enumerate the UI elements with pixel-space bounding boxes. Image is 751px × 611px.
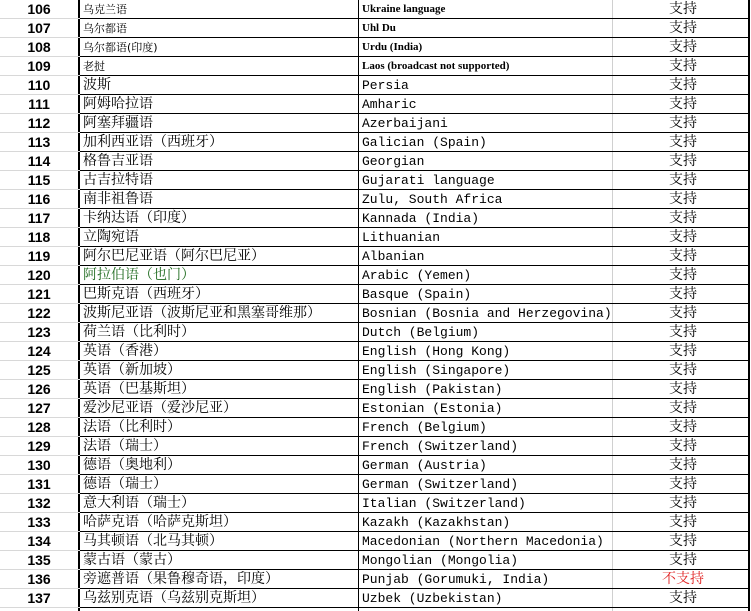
english-name-cell[interactable]: Mongolian (Mongolia) [362, 553, 519, 568]
english-name-cell[interactable]: English (Singapore) [362, 363, 511, 378]
row-number-cell[interactable]: 118 [27, 229, 51, 245]
chinese-name-cell[interactable]: 蒙古语（蒙古） [83, 552, 181, 568]
support-status-cell[interactable]: 支持 [669, 134, 697, 150]
row-number-cell[interactable]: 109 [27, 58, 51, 74]
table-row[interactable] [0, 437, 751, 456]
support-status-cell[interactable]: 支持 [669, 419, 697, 435]
row-number-cell[interactable]: 116 [27, 191, 51, 207]
row-number-cell[interactable]: 119 [27, 248, 51, 264]
table-row[interactable] [0, 114, 751, 133]
support-status-cell[interactable]: 支持 [669, 533, 697, 549]
table-row[interactable] [0, 532, 751, 551]
row-number-cell[interactable]: 134 [27, 533, 51, 549]
row-number-cell[interactable]: 112 [27, 115, 51, 131]
support-status-cell[interactable]: 支持 [669, 343, 697, 359]
row-number-cell[interactable]: 107 [27, 20, 51, 36]
support-status-cell[interactable]: 支持 [669, 362, 697, 378]
chinese-name-cell[interactable]: 阿塞拜疆语 [83, 115, 153, 131]
row-number-cell[interactable]: 115 [27, 172, 51, 188]
table-row[interactable] [0, 209, 751, 228]
table-row[interactable] [0, 380, 751, 399]
chinese-name-cell[interactable]: 乌克兰语 [83, 3, 127, 16]
table-row[interactable] [0, 323, 751, 342]
english-name-cell[interactable]: Zulu, South Africa [362, 192, 503, 207]
chinese-name-cell[interactable]: 老挝 [83, 60, 105, 73]
row-number-cell[interactable]: 108 [27, 39, 51, 55]
chinese-name-cell[interactable]: 阿尔巴尼亚语（阿尔巴尼亚） [83, 248, 265, 264]
table-row[interactable] [0, 418, 751, 437]
support-status-cell[interactable]: 支持 [669, 210, 697, 226]
chinese-name-cell[interactable]: 英语（巴基斯坦） [83, 381, 195, 397]
support-status-cell[interactable]: 支持 [669, 20, 697, 36]
english-name-cell[interactable]: French (Belgium) [362, 420, 487, 435]
english-name-cell[interactable]: Lithuanian [362, 230, 441, 245]
chinese-name-cell[interactable]: 马其顿语（北马其顿） [83, 533, 223, 549]
row-number-cell[interactable]: 117 [27, 210, 51, 226]
row-number-cell[interactable]: 131 [27, 476, 51, 492]
support-status-cell[interactable]: 支持 [669, 191, 697, 207]
chinese-name-cell[interactable]: 德语（瑞士） [83, 476, 167, 492]
chinese-name-cell[interactable]: 爱沙尼亚语（爱沙尼亚） [83, 400, 237, 416]
chinese-name-cell[interactable]: 格鲁吉亚语 [83, 153, 153, 169]
chinese-name-cell[interactable]: 阿拉伯语（也门） [83, 267, 195, 283]
support-status-cell[interactable]: 支持 [669, 552, 697, 568]
row-number-cell[interactable]: 130 [27, 457, 51, 473]
support-status-cell[interactable]: 支持 [669, 267, 697, 283]
row-number-cell[interactable]: 113 [27, 134, 51, 150]
row-number-cell[interactable]: 135 [27, 552, 51, 568]
support-status-cell[interactable]: 支持 [669, 457, 697, 473]
chinese-name-cell[interactable]: 旁遮普语（果鲁穆奇语，印度） [83, 571, 279, 587]
row-number-cell[interactable]: 106 [27, 1, 51, 17]
table-row[interactable] [0, 285, 751, 304]
english-name-cell[interactable]: German (Austria) [362, 458, 487, 473]
english-name-cell[interactable]: Georgian [362, 154, 425, 169]
english-name-cell[interactable]: Arabic (Yemen) [362, 268, 472, 283]
row-number-cell[interactable]: 121 [27, 286, 51, 302]
table-row[interactable] [0, 228, 751, 247]
chinese-name-cell[interactable]: 英语（新加坡） [83, 362, 181, 378]
support-status-cell[interactable]: 支持 [669, 39, 697, 55]
table-row[interactable] [0, 152, 751, 171]
table-row[interactable] [0, 456, 751, 475]
row-number-cell[interactable]: 125 [27, 362, 51, 378]
support-status-cell[interactable]: 支持 [669, 58, 697, 74]
row-number-cell[interactable]: 129 [27, 438, 51, 454]
chinese-name-cell[interactable]: 德语（奥地利） [83, 457, 181, 473]
row-border [80, 607, 748, 608]
english-name-cell[interactable]: Italian (Switzerland) [362, 496, 526, 511]
english-name-cell[interactable]: English (Pakistan) [362, 382, 503, 397]
english-name-cell[interactable]: Laos (broadcast not supported) [362, 60, 510, 72]
english-name-cell[interactable]: Persia [362, 78, 409, 93]
english-name-cell[interactable]: French (Switzerland) [362, 439, 519, 454]
row-number-cell[interactable]: 114 [27, 153, 51, 169]
table-row[interactable] [0, 570, 751, 589]
table-row[interactable] [0, 38, 751, 57]
chinese-name-cell[interactable]: 乌兹别克语（乌兹别克斯坦） [83, 590, 265, 606]
table-row[interactable] [0, 76, 751, 95]
chinese-name-cell[interactable]: 乌尔都语(印度) [83, 41, 158, 54]
support-status-cell[interactable]: 支持 [669, 438, 697, 454]
chinese-name-cell[interactable]: 古吉拉特语 [83, 172, 153, 188]
support-status-cell[interactable]: 支持 [669, 305, 697, 321]
support-status-cell[interactable]: 不支持 [662, 571, 704, 587]
row-number-cell[interactable]: 124 [27, 343, 51, 359]
table-row[interactable] [0, 551, 751, 570]
chinese-name-cell[interactable]: 加利西亚语（西班牙） [83, 134, 223, 150]
chinese-name-cell[interactable]: 波斯尼亚语（波斯尼亚和黑塞哥维那） [83, 305, 321, 321]
english-name-cell[interactable]: Estonian (Estonia) [362, 401, 503, 416]
chinese-name-cell[interactable]: 波斯 [83, 77, 111, 93]
table-row[interactable] [0, 171, 751, 190]
english-name-cell[interactable]: Dutch (Belgium) [362, 325, 480, 340]
support-status-cell[interactable]: 支持 [669, 115, 697, 131]
support-status-cell[interactable]: 支持 [669, 172, 697, 188]
chinese-name-cell[interactable]: 法语（瑞士） [83, 438, 167, 454]
row-number-cell[interactable]: 128 [27, 419, 51, 435]
support-status-cell[interactable]: 支持 [669, 77, 697, 93]
table-row[interactable] [0, 342, 751, 361]
row-number-cell[interactable]: 132 [27, 495, 51, 511]
chinese-name-cell[interactable]: 南非祖鲁语 [83, 191, 153, 207]
support-status-cell[interactable]: 支持 [669, 153, 697, 169]
chinese-name-cell[interactable]: 乌尔都语 [83, 22, 127, 35]
english-name-cell[interactable]: Macedonian (Northern Macedonia) [362, 534, 604, 549]
row-number-cell[interactable]: 111 [28, 96, 50, 112]
support-status-cell[interactable]: 支持 [669, 514, 697, 530]
row-number-cell[interactable]: 127 [27, 400, 51, 416]
table-row[interactable] [0, 475, 751, 494]
english-name-cell[interactable]: Uzbek (Uzbekistan) [362, 591, 503, 606]
row-number-cell[interactable]: 110 [27, 77, 51, 93]
row-number-cell[interactable]: 120 [27, 267, 51, 283]
table-row[interactable] [0, 133, 751, 152]
support-status-cell[interactable]: 支持 [669, 495, 697, 511]
support-status-cell[interactable]: 支持 [669, 229, 697, 245]
table-row[interactable] [0, 494, 751, 513]
support-status-cell[interactable]: 支持 [669, 400, 697, 416]
chinese-name-cell[interactable]: 荷兰语（比利时） [83, 324, 195, 340]
table-row[interactable] [0, 190, 751, 209]
support-status-cell[interactable]: 支持 [669, 476, 697, 492]
table-row[interactable] [0, 304, 751, 323]
chinese-name-cell[interactable]: 意大利语（瑞士） [83, 495, 195, 511]
support-status-cell[interactable]: 支持 [669, 248, 697, 264]
chinese-name-cell[interactable]: 立陶宛语 [83, 229, 139, 245]
row-header-border [0, 607, 80, 608]
chinese-name-cell[interactable]: 卡纳达语（印度） [83, 210, 195, 226]
row-number-cell[interactable]: 126 [27, 381, 51, 397]
english-name-cell[interactable]: Kannada (India) [362, 211, 480, 226]
chinese-name-cell[interactable]: 阿姆哈拉语 [83, 96, 153, 112]
table-row[interactable] [0, 513, 751, 532]
table-row[interactable] [0, 589, 751, 608]
english-name-cell[interactable]: Kazakh (Kazakhstan) [362, 515, 511, 530]
row-number-cell[interactable]: 137 [27, 590, 51, 606]
chinese-name-cell[interactable]: 法语（比利时） [83, 419, 181, 435]
english-name-cell[interactable]: Bosnian (Bosnia and Herzegovina) [362, 306, 612, 321]
english-name-cell[interactable]: Amharic [362, 97, 417, 112]
table-row[interactable] [0, 19, 751, 38]
table-row[interactable] [0, 266, 751, 285]
support-status-cell[interactable]: 支持 [669, 1, 697, 17]
table-row[interactable] [0, 399, 751, 418]
table-row[interactable] [0, 57, 751, 76]
support-status-cell[interactable]: 支持 [669, 286, 697, 302]
english-name-cell[interactable]: Basque (Spain) [362, 287, 472, 302]
english-name-cell[interactable]: Punjab (Gorumuki, India) [362, 572, 550, 587]
english-name-cell[interactable]: Albanian [362, 249, 425, 264]
table-row[interactable] [0, 247, 751, 266]
table-row[interactable] [0, 95, 751, 114]
chinese-name-cell[interactable]: 英语（香港） [83, 343, 167, 359]
support-status-cell[interactable]: 支持 [669, 381, 697, 397]
english-name-cell[interactable]: Ukraine language [362, 3, 446, 15]
row-number-cell[interactable]: 122 [27, 305, 51, 321]
english-name-cell[interactable]: English (Hong Kong) [362, 344, 511, 359]
table-row[interactable] [0, 361, 751, 380]
row-number-cell[interactable]: 123 [27, 324, 51, 340]
row-number-cell[interactable]: 133 [27, 514, 51, 530]
support-status-cell[interactable]: 支持 [669, 590, 697, 606]
english-name-cell[interactable]: Gujarati language [362, 173, 495, 188]
english-name-cell[interactable]: German (Switzerland) [362, 477, 519, 492]
english-name-cell[interactable]: Galician (Spain) [362, 135, 487, 150]
english-name-cell[interactable]: Azerbaijani [362, 116, 448, 131]
chinese-name-cell[interactable]: 巴斯克语（西班牙） [83, 286, 209, 302]
row-number-cell[interactable]: 136 [27, 571, 51, 587]
support-status-cell[interactable]: 支持 [669, 324, 697, 340]
english-name-cell[interactable]: Urdu (India) [362, 41, 423, 53]
chinese-name-cell[interactable]: 哈萨克语（哈萨克斯坦） [83, 514, 237, 530]
english-name-cell[interactable]: Uhl Du [362, 22, 396, 34]
support-status-cell[interactable]: 支持 [669, 96, 697, 112]
table-row[interactable] [0, 0, 751, 19]
